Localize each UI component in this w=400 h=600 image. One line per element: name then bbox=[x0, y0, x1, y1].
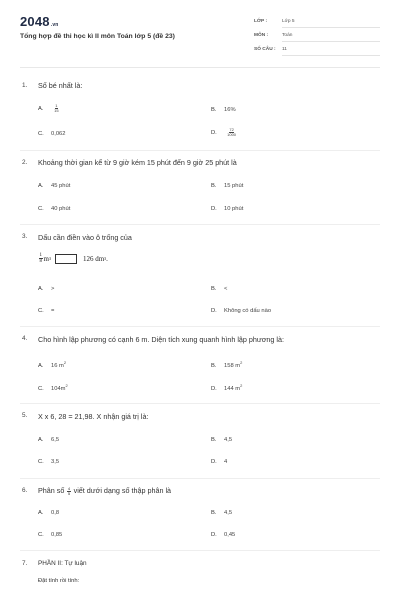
option-key: C. bbox=[38, 308, 44, 314]
option-a[interactable] bbox=[38, 510, 59, 516]
option-c[interactable]: C. $104m^2$ bbox=[38, 383, 68, 392]
section-heading: PHẦN II: Tự luận bbox=[38, 560, 87, 567]
option-key: D. bbox=[211, 130, 217, 137]
option-key: C. bbox=[38, 385, 44, 392]
fraction: $\frac{1}{8}$ bbox=[39, 253, 42, 264]
option-value: 0,8 bbox=[51, 510, 60, 516]
option-value: Không có dấu nào bbox=[224, 308, 272, 314]
option-key: D. bbox=[211, 385, 217, 392]
unit-left: m bbox=[43, 254, 49, 263]
comparison-expression: $\frac{1}{8}$ m 3 126 dm 3 . bbox=[39, 253, 108, 264]
meta-underline bbox=[282, 55, 380, 56]
option-a[interactable] bbox=[38, 104, 60, 113]
option-b[interactable] bbox=[211, 286, 227, 292]
question-divider bbox=[20, 224, 380, 225]
option-key: B. bbox=[211, 286, 217, 292]
option-key: B. bbox=[211, 437, 217, 443]
question-number: 2. bbox=[22, 159, 28, 166]
option-b[interactable] bbox=[211, 437, 232, 443]
option-d[interactable] bbox=[211, 459, 227, 465]
fraction: $\frac{72}{1000}$ bbox=[227, 127, 237, 137]
option-value: 40 phút bbox=[51, 206, 71, 212]
option-c[interactable] bbox=[38, 131, 66, 137]
meta-subject-value: Toán bbox=[282, 33, 293, 38]
question-divider bbox=[20, 150, 380, 151]
site-logo[interactable]: 2048.vn bbox=[20, 14, 59, 29]
meta-count bbox=[254, 44, 380, 56]
option-key: A. bbox=[38, 286, 44, 292]
option-d[interactable] bbox=[211, 532, 235, 538]
meta-class-label: LỚP : bbox=[254, 19, 268, 24]
option-key: B. bbox=[211, 362, 217, 369]
option-value: = bbox=[51, 308, 55, 314]
fraction: $\frac{4}{5}$ bbox=[67, 485, 71, 496]
option-key: B. bbox=[211, 510, 217, 516]
option-d[interactable] bbox=[211, 206, 243, 212]
option-b[interactable] bbox=[211, 183, 243, 189]
question-divider bbox=[20, 550, 380, 551]
meta-count-label: SỐ CÂU : bbox=[254, 47, 276, 52]
question-number: 5. bbox=[22, 412, 28, 419]
answer-box[interactable] bbox=[55, 254, 77, 264]
question-divider bbox=[20, 403, 380, 404]
meta-class-value: Lớp 5 bbox=[282, 19, 295, 24]
option-key: C. bbox=[38, 459, 44, 465]
option-value: 6,5 bbox=[51, 437, 60, 443]
question-text: Khoảng thời gian kể từ 9 giờ kém 15 phút đến 9 giờ 25 phút là bbox=[38, 158, 237, 167]
meta-subject-label: MÔN : bbox=[254, 33, 269, 38]
option-c[interactable] bbox=[38, 206, 70, 212]
option-value: 4,5 bbox=[224, 437, 233, 443]
option-value: < bbox=[224, 286, 228, 292]
option-value: 0,85 bbox=[51, 532, 63, 538]
option-key: D. bbox=[211, 206, 217, 212]
option-key: B. bbox=[211, 183, 217, 189]
meta-class bbox=[254, 16, 380, 28]
option-a[interactable]: A. 16 $m^2$ bbox=[38, 360, 67, 369]
option-key: A. bbox=[38, 106, 44, 113]
option-a[interactable] bbox=[38, 286, 54, 292]
question-text: X x 6, 28 = 21,98. X nhận giá trị là: bbox=[38, 412, 149, 421]
option-value: 0,062 bbox=[51, 131, 66, 137]
option-value: > bbox=[51, 286, 55, 292]
option-key: C. bbox=[38, 206, 44, 212]
option-value: 10 phút bbox=[224, 206, 244, 212]
option-key: A. bbox=[38, 362, 44, 369]
meta-underline bbox=[282, 27, 380, 28]
question-number: 7. bbox=[22, 560, 28, 567]
meta-underline bbox=[282, 41, 380, 42]
expr-right: 126 dm bbox=[82, 254, 105, 263]
document-title: Tổng hợp đề thi học kì II môn Toán lớp 5 (đề 23) bbox=[20, 33, 175, 40]
question-text: Phân số $\frac{4}{5}$ viết dưới dạng số thập phân là bbox=[38, 485, 172, 496]
option-c[interactable] bbox=[38, 459, 59, 465]
option-value: 158 m bbox=[224, 362, 241, 369]
option-d[interactable] bbox=[211, 128, 238, 137]
option-key: D. bbox=[211, 459, 217, 465]
option-key: C. bbox=[38, 131, 44, 137]
option-value: 104m bbox=[51, 385, 66, 392]
option-value: 3,5 bbox=[51, 459, 60, 465]
option-value: 144 m bbox=[224, 385, 241, 392]
question-number: 4. bbox=[22, 335, 28, 342]
question-text: Cho hình lập phương có cạnh 6 m. Diện tích xung quanh hình lập phương là: bbox=[38, 335, 285, 344]
question-divider bbox=[20, 478, 380, 479]
option-value: 15 phút bbox=[224, 183, 244, 189]
option-value: 45 phút bbox=[51, 183, 71, 189]
option-key: C. bbox=[38, 532, 44, 538]
option-c[interactable] bbox=[38, 532, 62, 538]
meta-subject bbox=[254, 30, 380, 42]
option-d[interactable] bbox=[211, 308, 271, 314]
option-b[interactable] bbox=[211, 510, 232, 516]
option-a[interactable] bbox=[38, 437, 59, 443]
option-key: A. bbox=[38, 510, 44, 516]
option-key: D. bbox=[211, 532, 217, 538]
question-number: 6. bbox=[22, 487, 28, 494]
option-key: A. bbox=[38, 437, 44, 443]
option-a[interactable] bbox=[38, 183, 70, 189]
question-subtext: Đặt tính rồi tính: bbox=[38, 578, 80, 584]
page-header bbox=[0, 0, 400, 66]
option-c[interactable] bbox=[38, 308, 54, 314]
option-value: 16 m bbox=[51, 362, 64, 369]
option-key: D. bbox=[211, 308, 217, 314]
question-divider bbox=[20, 326, 380, 327]
option-value: 4,5 bbox=[224, 510, 233, 516]
question-text: Dấu cần điền vào ô trống của bbox=[38, 233, 132, 242]
option-value: 16% bbox=[224, 107, 236, 113]
option-b[interactable] bbox=[211, 107, 236, 113]
option-value: 4 bbox=[224, 459, 228, 465]
fraction: $\frac{1}{15}$ bbox=[54, 103, 59, 113]
option-key: A. bbox=[38, 183, 44, 189]
question-text: Số bé nhất là: bbox=[38, 81, 83, 90]
option-key: B. bbox=[211, 107, 217, 113]
meta-count-value: 11 bbox=[282, 47, 287, 52]
option-value: 0,45 bbox=[224, 532, 236, 538]
header-divider bbox=[20, 67, 380, 68]
question-number: 3. bbox=[22, 233, 28, 240]
option-b[interactable]: B. 158 $m^2$ bbox=[211, 360, 243, 369]
option-d[interactable]: D. 144 $m^2$ bbox=[211, 383, 243, 392]
question-number: 1. bbox=[22, 82, 28, 89]
